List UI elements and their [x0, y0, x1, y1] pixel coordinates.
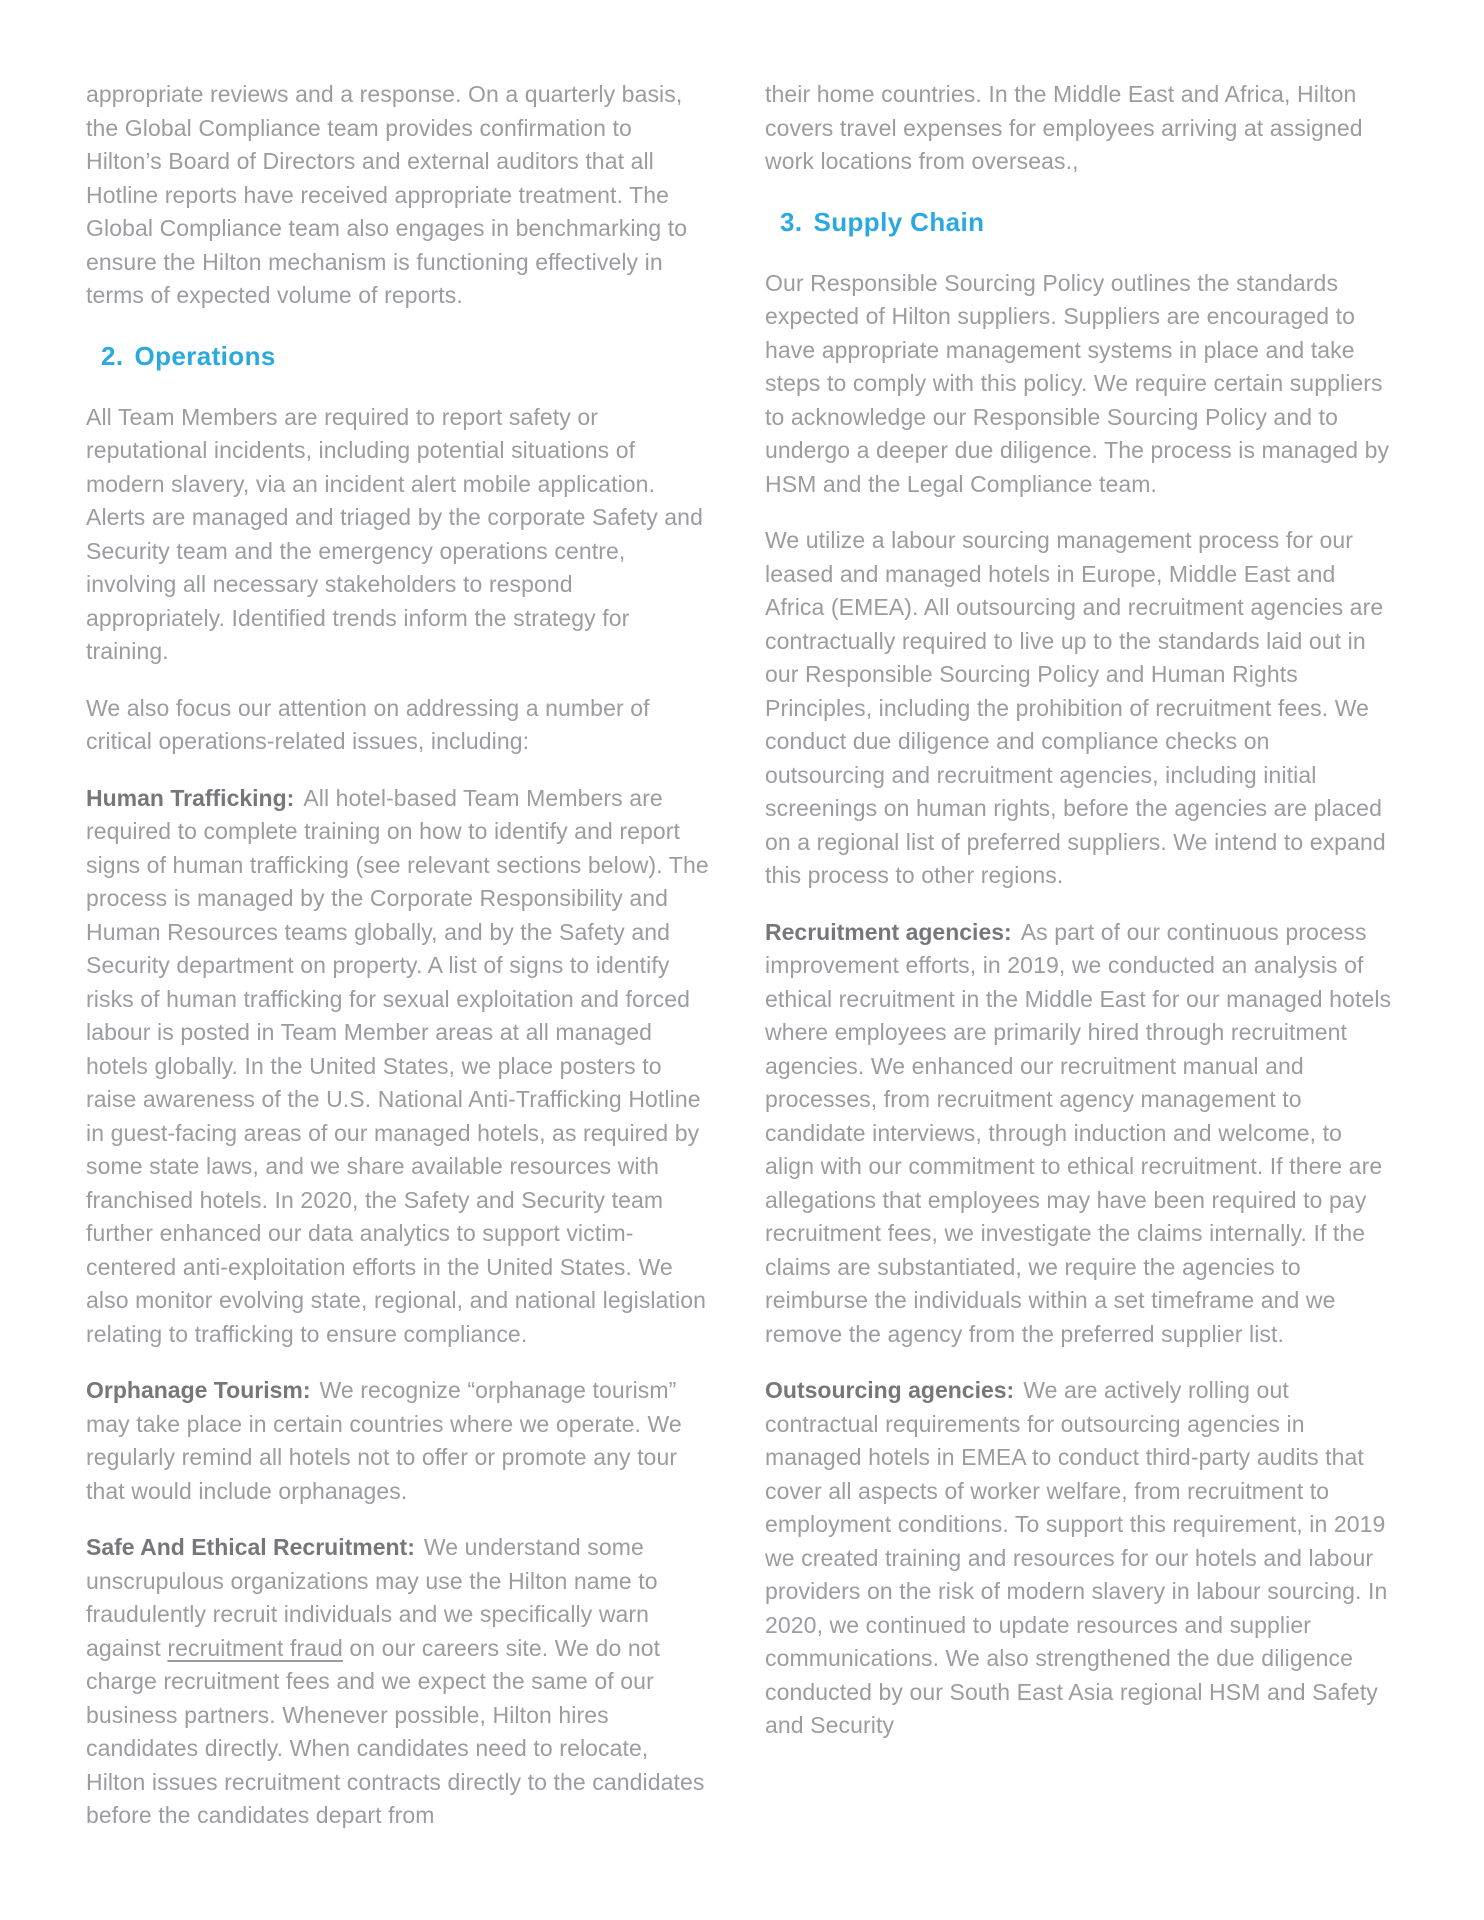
section-heading-supply-chain — [765, 206, 1393, 238]
section-title: Supply Chain — [813, 206, 985, 237]
recruitment-agencies-paragraph — [765, 916, 1393, 1352]
section-number: 3. — [780, 206, 803, 237]
safe-ethical-recruitment-label: Safe And Ethical Recruitment: — [86, 1534, 415, 1560]
right-column — [765, 78, 1393, 1856]
human-trafficking-paragraph — [86, 782, 714, 1352]
orphanage-tourism-paragraph — [86, 1374, 714, 1508]
section-title: Operations — [134, 340, 276, 371]
safe-ethical-recruitment-text-after-link: on our careers site. We do not charge recruitment fees and we expect the same of our business partners. Whenever possible, Hilton hires candidates directly. When candidates need to relocate, Hilton issues recruitment contracts directly to the candidates before the candidates depart from — [86, 1634, 705, 1828]
responsible-sourcing-paragraph: Our Responsible Sourcing Policy outlines the standards expected of Hilton suppliers. Suppliers are encouraged to have appropriate management systems in place and take steps to comply with this policy. We require certain suppliers to acknowledge our Responsible Sourcing Policy and to undergo a deeper due diligence. The process is managed by HSM and the Legal Compliance team. — [765, 269, 1390, 497]
human-trafficking-text: All hotel-based Team Members are required to complete training on how to identify and report signs of human trafficking (see relevant sections below). The process is managed by the Corporate Responsibility and Human Resources teams globally, and by the Safety and Security department on property. A list of signs to identify risks of human trafficking for sexual exploitation and forced labour is posted in Team Member areas at all managed hotels globally. In the United States, we place posters to raise awareness of the U.S. National Anti-Trafficking Hotline in guest-facing areas of our managed hotels, as required by some state laws, and we share available resources with franchised hotels. In 2020, the Safety and Security team further enhanced our data analytics to support victim-centered anti-exploitation efforts in the United States. We also monitor evolving state, regional, and national legislation relating to trafficking to ensure compliance. — [86, 784, 709, 1347]
labour-sourcing-paragraph: We utilize a labour sourcing management process for our leased and managed hotels in Europe, Middle East and Africa (EMEA). All outsourcing and recruitment agencies are contractually required to live up to the standards laid out in our Responsible Sourcing Policy and Human Rights Principles, including the prohibition of recruitment fees. We conduct due diligence and compliance checks on outsourcing and recruitment agencies, including initial screenings on human rights, before the agencies are placed on a regional list of preferred suppliers. We intend to expand this process to other regions. — [765, 527, 1386, 888]
section-heading-operations — [86, 340, 714, 372]
recruitment-agencies-label: Recruitment agencies: — [765, 918, 1012, 945]
intro-continuation-paragraph: appropriate reviews and a response. On a quarterly basis, the Global Compliance team provides confirmation to Hilton’s Board of Directors and external auditors that all Hotline reports have received appropriate treatment. The Global Compliance team also engages in benchmarking to ensure the Hilton mechanism is functioning effectively in terms of expected volume of reports. — [86, 81, 688, 308]
section-number: 2. — [101, 340, 124, 371]
recruitment-fraud-link[interactable]: recruitment fraud — [167, 1634, 343, 1661]
outsourcing-agencies-text: We are actively rolling out contractual requirements for outsourcing agencies in managed hotels in EMEA to conduct third-party audits that cover all aspects of worker welfare, from recruitment to employment conditions. To support this requirement, in 2019 we created training and resources for our hotels and labour providers on the risk of modern slavery in labour sourcing. In 2020, we continued to update resources and supplier communications. We also strengthened the due diligence conducted by our South East Asia regional HSM and Safety and Security — [765, 1377, 1388, 1738]
human-trafficking-label: Human Trafficking: — [86, 784, 295, 811]
relocation-continuation-paragraph: their home countries. In the Middle East and Africa, Hilton covers travel expenses for employees arriving at assigned work locations from overseas., — [765, 81, 1363, 174]
orphanage-tourism-label: Orphanage Tourism: — [86, 1377, 311, 1403]
orphanage-tourism-text: We recognize “orphanage tourism” may take place in certain countries where we operate. We regularly remind all hotels not to offer or promote any tour that would include orphanages. — [86, 1377, 682, 1504]
focus-areas-paragraph: We also focus our attention on addressing a number of critical operations-related issues, including: — [86, 694, 650, 754]
safe-ethical-recruitment-text-before-link: We understand some unscrupulous organizations may use the Hilton name to fraudulently recruit individuals and we specifically warn against — [86, 1534, 658, 1661]
outsourcing-agencies-label: Outsourcing agencies: — [765, 1377, 1015, 1403]
outsourcing-agencies-paragraph — [765, 1374, 1393, 1743]
operations-paragraph: All Team Members are required to report safety or reputational incidents, including potential situations of modern slavery, via an incident alert mobile application. Alerts are managed and triaged by the corporate Safety and Security team and the emergency operations centre, involving all necessary stakeholders to respond appropriately. Identified trends inform the strategy for training. — [86, 403, 703, 664]
left-column — [86, 78, 714, 1856]
safe-ethical-recruitment-paragraph — [86, 1531, 714, 1833]
recruitment-agencies-text: As part of our continuous process improvement efforts, in 2019, we conducted an analysis of ethical recruitment in the Middle East for our managed hotels where employees are primarily hired through recruitment agencies. We enhanced our recruitment manual and processes, from recruitment agency management to candidate interviews, through induction and welcome, to align with our commitment to ethical recruitment. If there are allegations that employees may have been required to pay recruitment fees, we investigate the claims internally. If the claims are substantiated, we require the agencies to reimburse the individuals within a set timeframe and we remove the agency from the preferred supplier list. — [765, 918, 1392, 1347]
